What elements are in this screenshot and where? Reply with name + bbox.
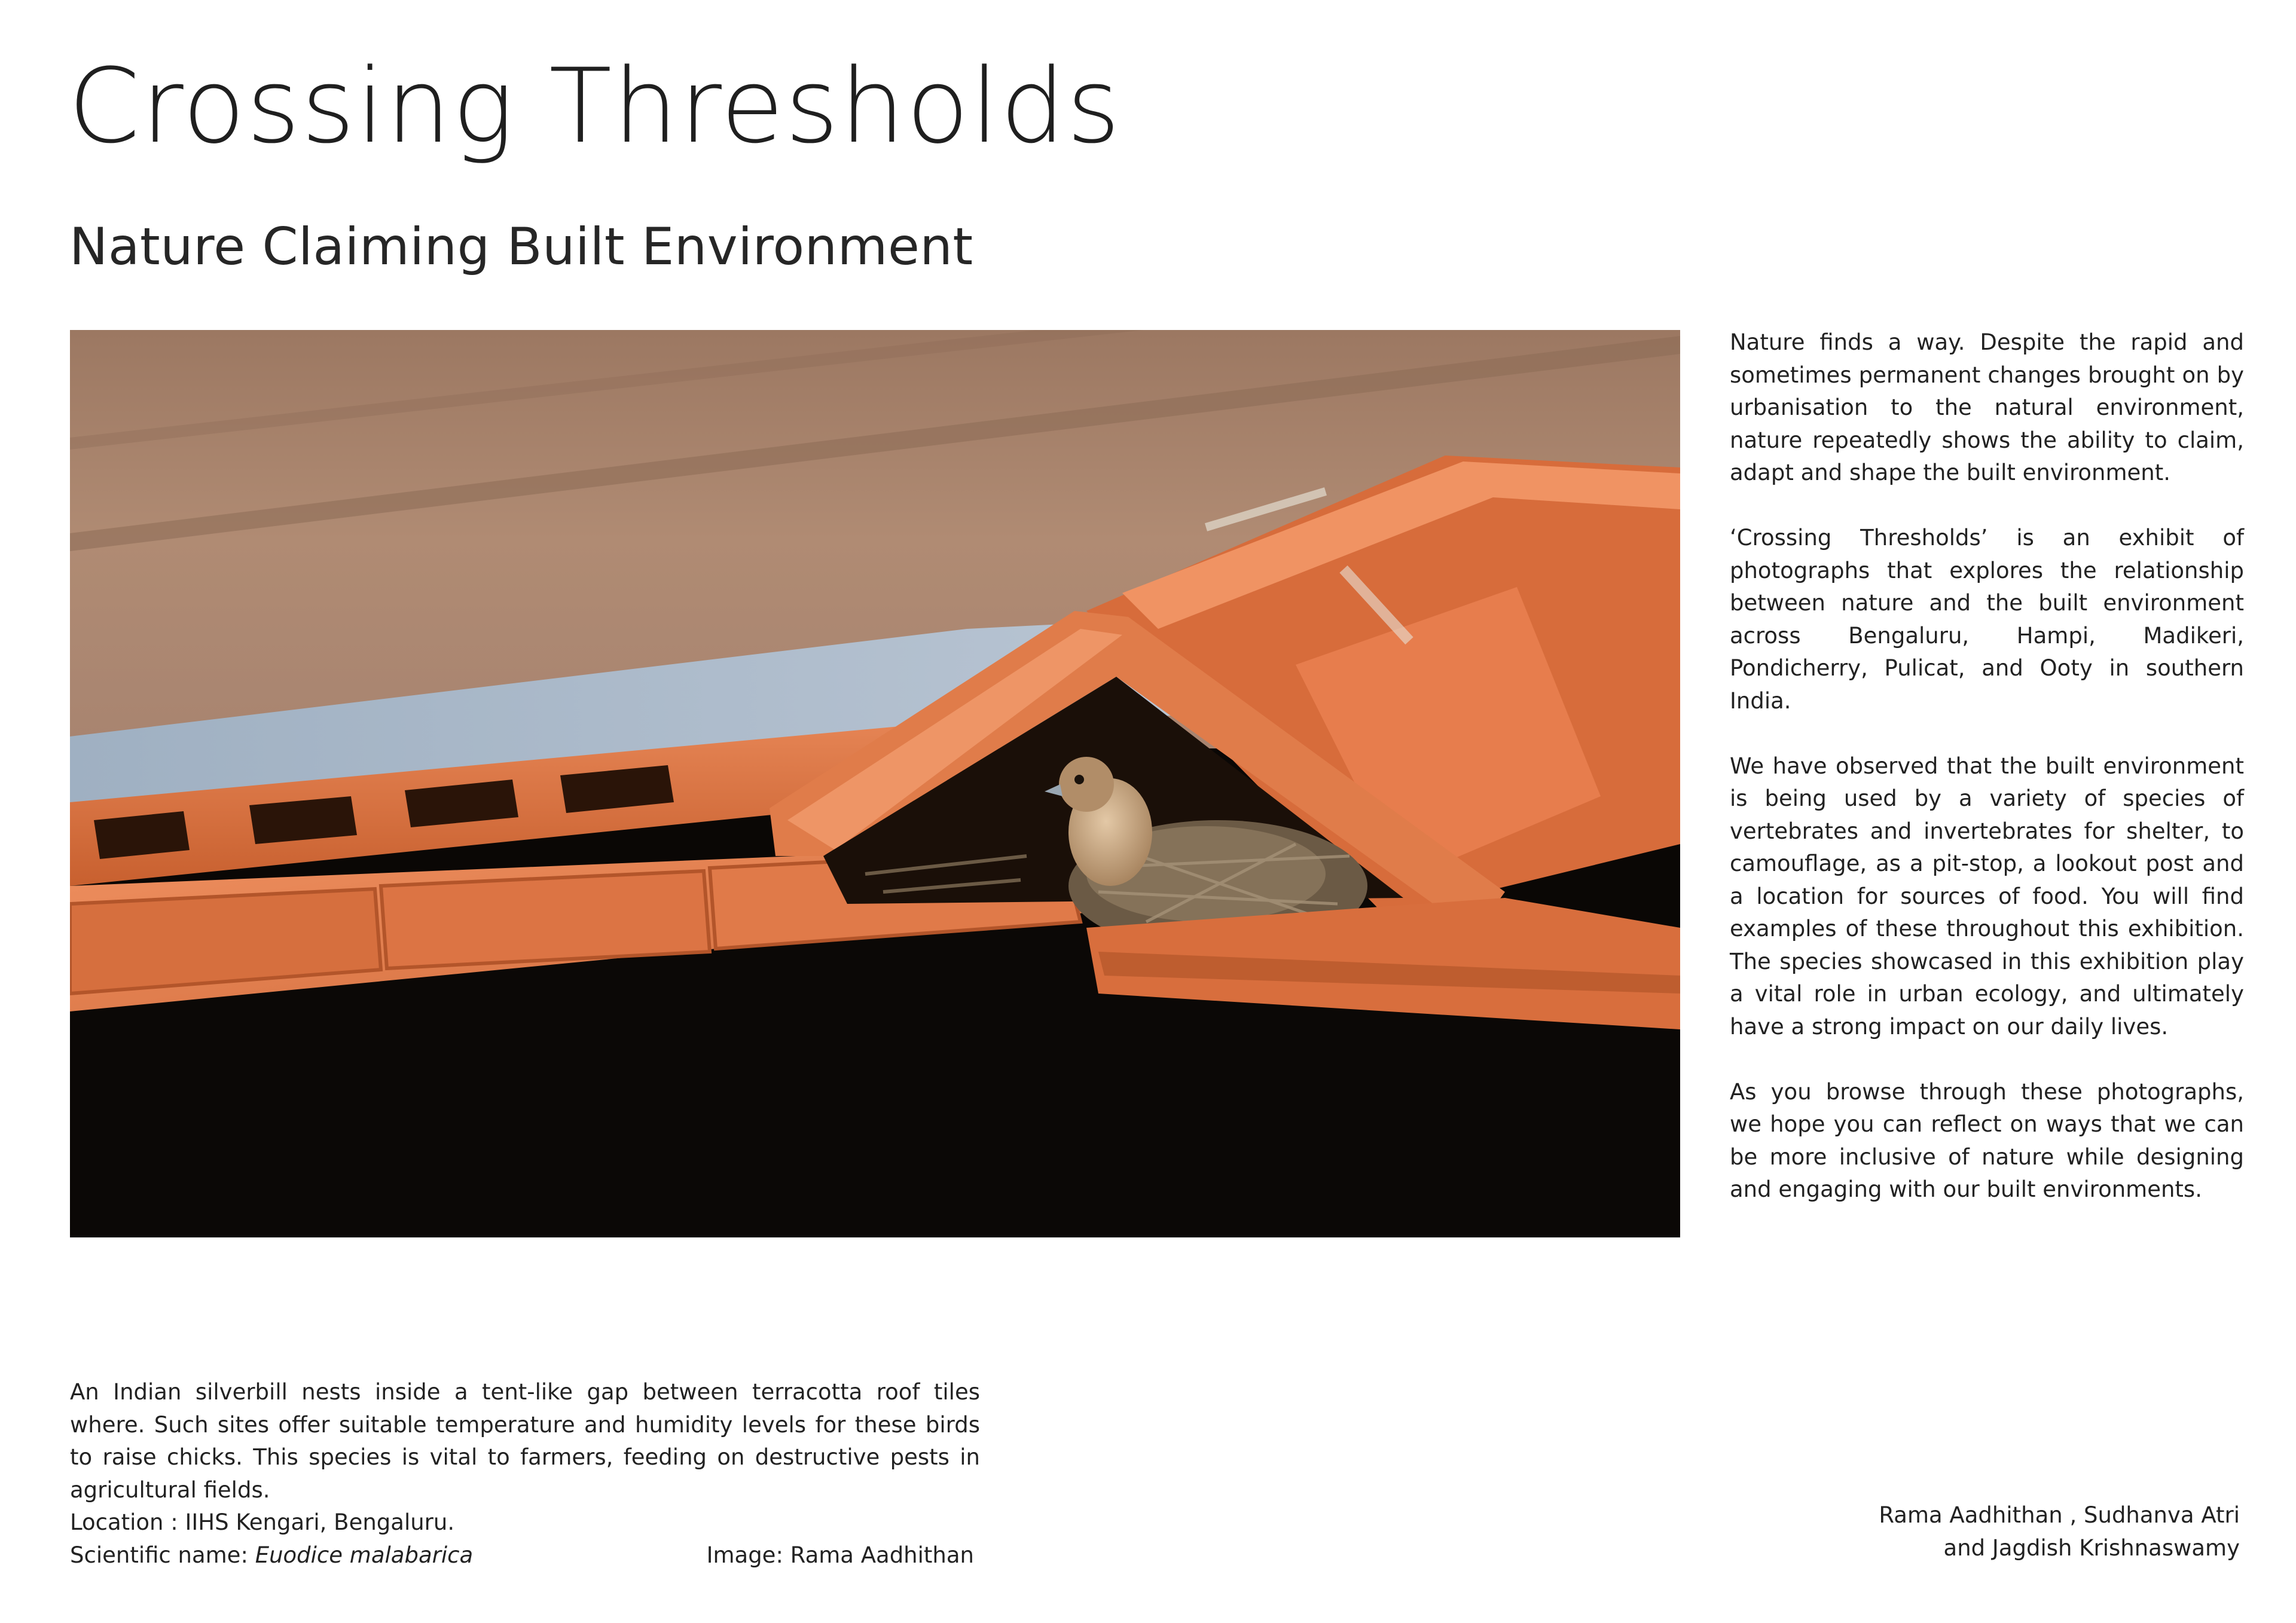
image-credit: Image: Rama Aadhithan [706, 1542, 974, 1568]
intro-paragraph-2: ‘Crossing Thresholds’ is an exhibit of photographs that explores the relationship between nature and the built environment across Bengaluru, Hampi, Madikeri, Pondicherry, Pulicat, and Ooty in southern India. [1730, 525, 2244, 714]
authors [1879, 1499, 2240, 1564]
page-title: Crossing Thresholds [68, 46, 1122, 166]
intro-paragraph-4: As you browse through these photographs, we hope you can reflect on ways that we can be more inclusive of nature while designing and engaging with our built environments. [1730, 1078, 2244, 1202]
authors-line-2: and Jagdish Krishnaswamy [1943, 1535, 2240, 1561]
caption-location: Location : IIHS Kengari, Bengaluru. [70, 1509, 455, 1535]
scientific-name-label: Scientific name: [70, 1542, 255, 1568]
intro-text [1730, 326, 2244, 1206]
scientific-name: Euodice malabarica [255, 1542, 474, 1568]
intro-paragraph-1: Nature finds a way. Despite the rapid and sometimes permanent changes brought on by urbanisation to the natural environment, nature repeatedly shows the ability to claim, adapt and shape the built environment. [1730, 329, 2244, 485]
page-subtitle: Nature Claiming Built Environment [69, 217, 973, 277]
silverbill-nest-photo [70, 330, 1680, 1237]
intro-paragraph-3: We have observed that the built environment is being used by a variety of species of vertebrates and invertebrates for shelter, to camouflage, as a pit-stop, a lookout post and a location for sources of food. You will find examples of these throughout this exhibition. The species showcased in this exhibition play a vital role in urban ecology, and ultimately have a strong impact on our daily lives. [1730, 753, 2244, 1040]
caption-description: An Indian silverbill nests inside a tent-like gap between terracotta roof tiles where. Such sites offer suitable temperature and humidity levels for these birds to raise chicks. This species is vital to farmers, feeding on destructive pests in agricultural fields. [70, 1379, 980, 1503]
photo-caption [70, 1376, 980, 1572]
caption-scientific-row [70, 1539, 980, 1572]
authors-line-1: Rama Aadhithan , Sudhanva Atri [1879, 1502, 2240, 1528]
